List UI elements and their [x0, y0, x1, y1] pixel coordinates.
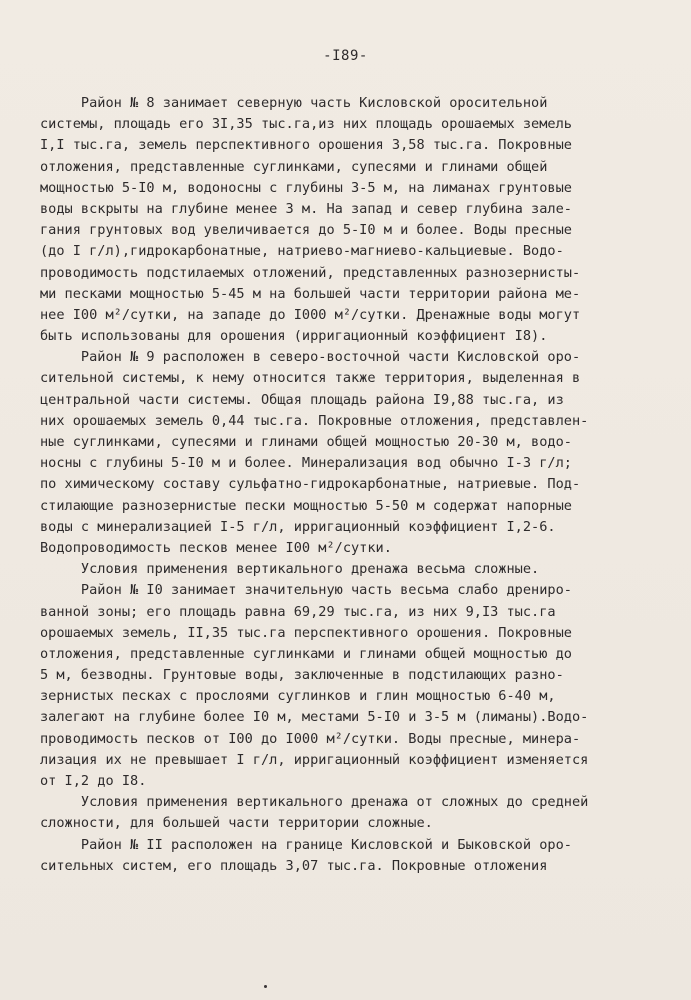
text-line: Условия применения вертикального дренажа от сложных до средней [40, 794, 589, 811]
text-line: носны с глубины 5-I0 м и более. Минерализация вод обычно I-3 г/л; [40, 455, 572, 472]
page-mark [264, 985, 267, 988]
text-line: гания грунтовых вод увеличивается до 5-I0 м и более. Воды пресные [40, 222, 572, 239]
text-line: по химическому составу сульфатно-гидрокарбонатные, натриевые. Под- [40, 476, 581, 493]
text-line: проводимость подстилаемых отложений, представленных разнозернисты- [40, 264, 581, 281]
body-text [40, 93, 670, 877]
text-line: 5 м, безводны. Грунтовые воды, заключенные в подстилающих разно- [40, 667, 564, 684]
text-line: сительной системы, к нему относится также территория, выделенная в [40, 370, 581, 387]
text-line: быть использованы для орошения (ирригационный коэффициент I8). [40, 328, 548, 345]
text-line: Район № I0 занимает значительную часть весьма слабо дрениро- [40, 582, 572, 599]
text-line: отложения, представленные суглинками, супесями и глинами общей [40, 158, 548, 175]
text-line: проводимость песков от I00 до I000 м²/сутки. Воды пресные, минера- [40, 730, 581, 747]
text-line: от I,2 до I8. [40, 773, 147, 789]
page-number: -I89- [323, 48, 368, 64]
text-line: системы, площадь его 3I,35 тыс.га,из них площадь орошаемых земель [40, 116, 572, 133]
text-line: Условия применения вертикального дренажа весьма сложные. [40, 561, 540, 578]
text-line: центральной части системы. Общая площадь района I9,88 тыс.га, из [40, 391, 564, 408]
text-line: ные суглинками, супесями и глинами общей мощностью 20-30 м, водо- [40, 434, 572, 450]
text-line: (до I г/л),гидрокарбонатные, натриево-магниево-кальциевые. Водо- [40, 243, 564, 260]
text-line: ванной зоны; его площадь равна 69,29 тыс.га, из них 9,I3 тыс.га [40, 603, 556, 620]
text-line: зернистых песках с прослоями суглинков и глин мощностью 6-40 м, [40, 688, 556, 705]
text-line: нее I00 м²/сутки, на западе до I000 м²/сутки. Дренажные воды могут [40, 306, 581, 323]
text-line: Район № II расположен на границе Кисловской и Быковской оро- [40, 836, 572, 853]
text-line: воды вскрыты на глубине менее 3 м. На запад и север глубина зале- [40, 200, 572, 217]
text-line: сложности, для большей части территории сложные. [40, 815, 433, 832]
text-line: воды с минерализацией I-5 г/л, ирригационный коэффициент I,2-6. [40, 518, 556, 535]
text-line: Водопроводимость песков менее I00 м²/сутки. [40, 539, 392, 556]
text-line: орошаемых земель, II,35 тыс.га перспективного орошения. Покровные [40, 624, 572, 641]
text-line: Район № 9 расположен в северо-восточной части Кисловской оро- [40, 349, 581, 366]
text-line: мощностью 5-I0 м, водоносны с глубины 3-5 м, на лиманах грунтовые [40, 179, 572, 196]
text-line: I,I тыс.га, земель перспективного орошения 3,58 тыс.га. Покровные [40, 137, 572, 154]
text-line: сительных систем, его площадь 3,07 тыс.га. Покровные отложения [40, 857, 548, 874]
text-line: залегают на глубине более I0 м, местами 5-I0 и 3-5 м (лиманы).Водо- [40, 709, 589, 726]
text-line: отложения, представленные суглинками и глинами общей мощностью до [40, 645, 572, 662]
text-line: Район № 8 занимает северную часть Кисловской оросительной [40, 95, 548, 111]
text-line: них орошаемых земель 0,44 тыс.га. Покровные отложения, представлен- [40, 412, 589, 429]
text-line: лизация их не превышает I г/л, ирригационный коэффициент изменяется [40, 751, 589, 768]
text-line: ми песками мощностью 5-45 м на большей части территории района ме- [40, 285, 581, 302]
text-line: стилающие разнозернистые пески мощностью 5-50 м содержат напорные [40, 497, 572, 514]
